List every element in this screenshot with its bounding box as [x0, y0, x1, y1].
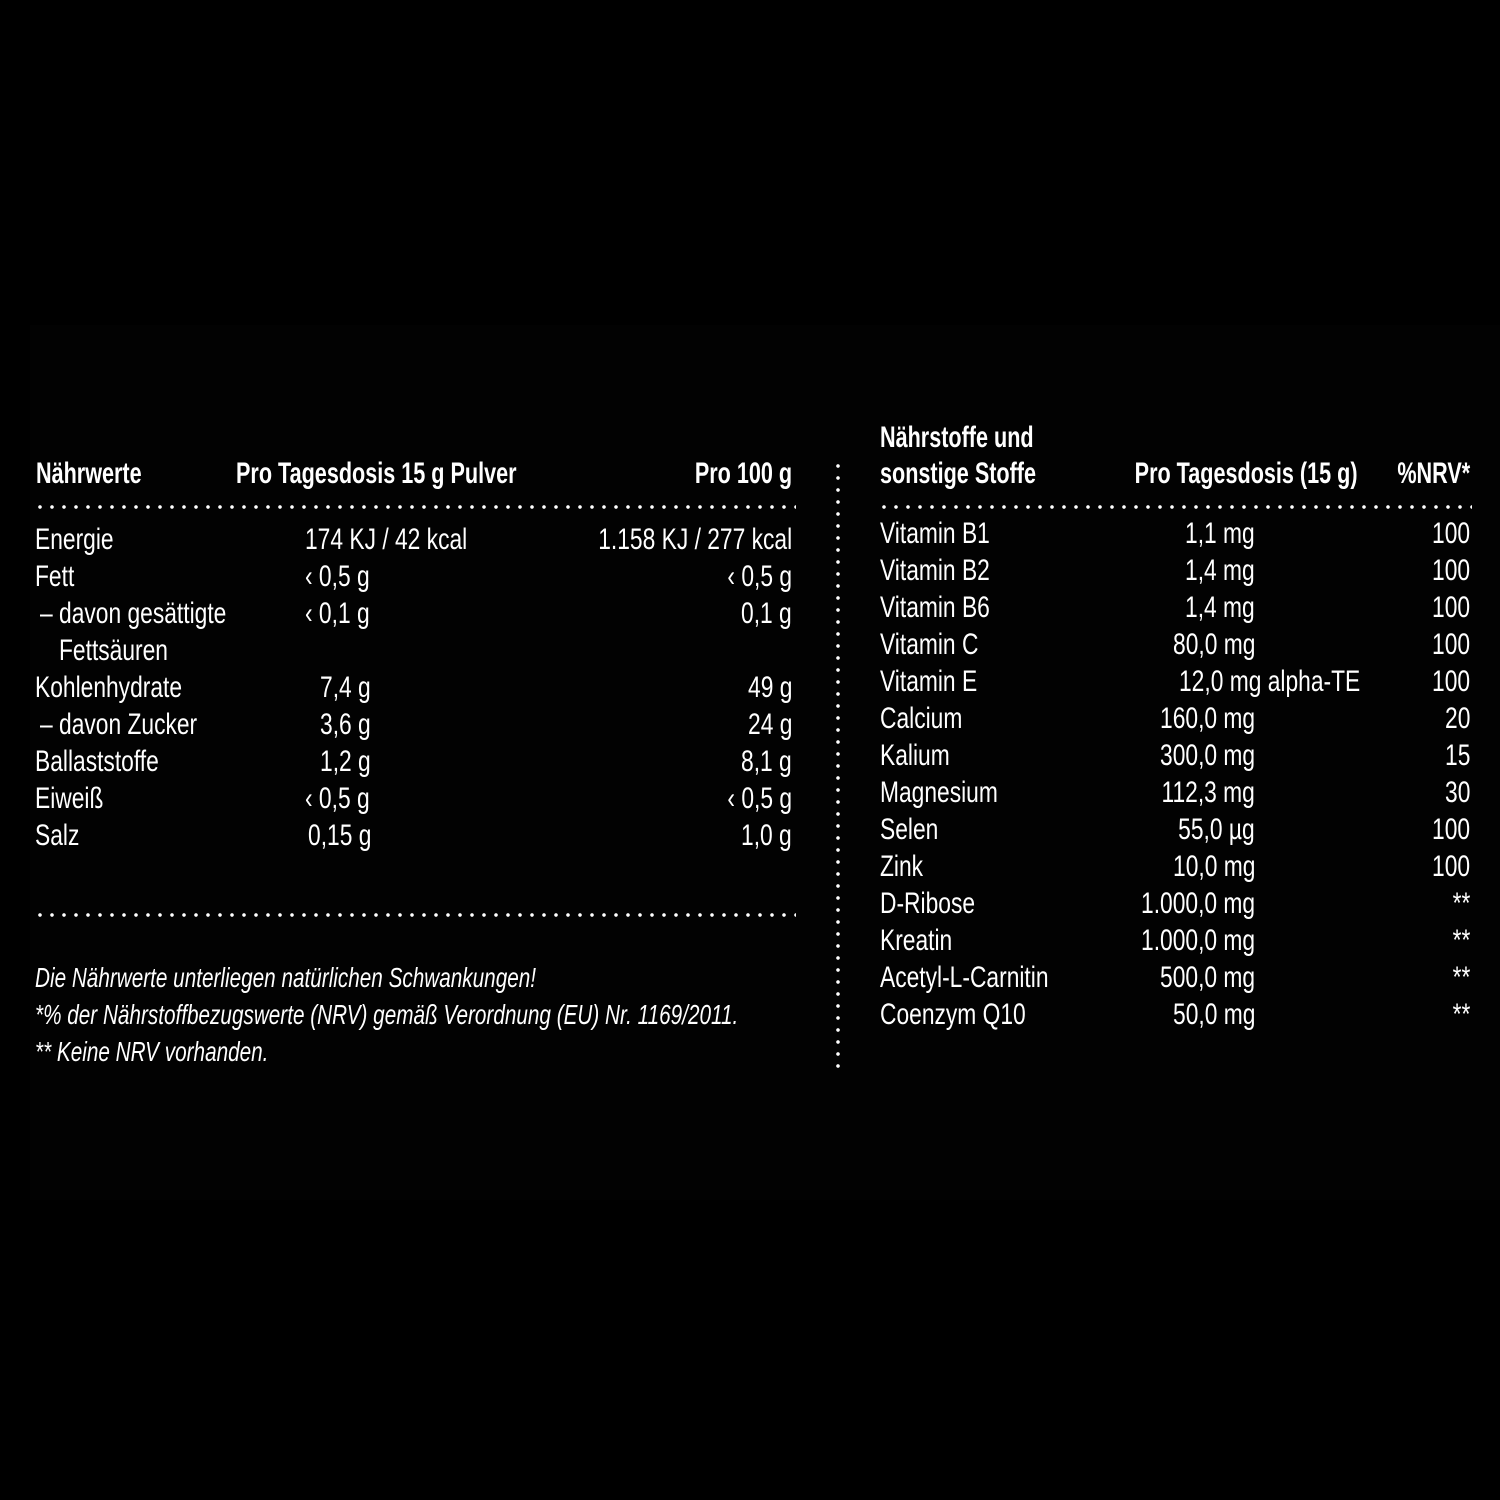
row-label: Kreatin [880, 924, 953, 957]
row-per-100g: ‹ 0,5 g [727, 560, 792, 593]
row-nrv: 100 [1431, 665, 1470, 698]
row-nrv: ** [1452, 998, 1470, 1031]
row-label: D-Ribose [880, 887, 976, 920]
row-label: Fett [35, 560, 75, 593]
row-per-100g: 49 g [747, 671, 792, 704]
row-per-dose: 0,15 g [307, 819, 371, 852]
row-label: Zink [880, 850, 924, 883]
row-per-dose: 174 KJ / 42 kcal [305, 523, 468, 556]
header-divider-right [878, 505, 1472, 509]
row-per-dose: ‹ 0,1 g [305, 597, 370, 630]
row-label: Fettsäuren [59, 634, 169, 667]
row-per-100g: 0,1 g [741, 597, 792, 630]
header-naehrwerte: Nährwerte [36, 457, 142, 490]
row-nrv: 100 [1431, 517, 1470, 550]
footnote-nrv-regulation: *% der Nährstoffbezugswerte (NRV) gemäß Verordnung (EU) Nr. 1169/2011. [35, 999, 739, 1030]
row-nrv: 100 [1431, 813, 1470, 846]
row-nrv: ** [1452, 887, 1470, 920]
row-nrv: 30 [1444, 776, 1470, 809]
row-label: Magnesium [880, 776, 998, 809]
row-label: – davon Zucker [40, 708, 198, 741]
row-label: Vitamin B2 [880, 554, 990, 587]
header-per-dose: Pro Tagesdosis 15 g Pulver [236, 457, 517, 490]
row-per-dose: 300,0 mg [1159, 739, 1255, 772]
row-nrv: 100 [1431, 628, 1470, 661]
row-per-dose: 12,0 mg alpha-TE [1179, 665, 1361, 698]
row-nrv: 15 [1444, 739, 1470, 772]
row-nrv: ** [1452, 961, 1470, 994]
footer-divider-left [34, 913, 796, 917]
header-divider-left [34, 505, 796, 509]
row-per-dose: 1.000,0 mg [1140, 924, 1255, 957]
row-label: Coenzym Q10 [880, 998, 1026, 1031]
row-per-dose: 1,1 mg [1185, 517, 1255, 550]
row-label: Salz [35, 819, 80, 852]
header-per-dose-right: Pro Tagesdosis (15 g) [1135, 457, 1358, 490]
row-label: – davon gesättigte [40, 597, 227, 630]
row-per-dose: ‹ 0,5 g [305, 560, 370, 593]
row-per-100g: ‹ 0,5 g [727, 782, 792, 815]
row-label: Vitamin C [880, 628, 979, 661]
header-naehrstoffe-line2: sonstige Stoffe [880, 457, 1037, 490]
row-per-100g: 1.158 KJ / 277 kcal [598, 523, 792, 556]
column-divider [836, 460, 840, 1072]
row-label: Kalium [880, 739, 950, 772]
row-label: Acetyl-L-Carnitin [880, 961, 1049, 994]
row-label: Vitamin E [880, 665, 978, 698]
row-per-dose: 160,0 mg [1159, 702, 1255, 735]
row-per-dose: 1,2 g [320, 745, 371, 778]
row-label: Kohlenhydrate [35, 671, 183, 704]
row-nrv: ** [1452, 924, 1470, 957]
footnote-fluctuation: Die Nährwerte unterliegen natürlichen Schwankungen! [35, 962, 537, 993]
row-label: Eiweiß [35, 782, 104, 815]
row-per-dose: ‹ 0,5 g [305, 782, 370, 815]
row-label: Selen [880, 813, 939, 846]
row-per-dose: 80,0 mg [1172, 628, 1255, 661]
row-per-dose: 500,0 mg [1159, 961, 1255, 994]
row-nrv: 100 [1431, 850, 1470, 883]
header-naehrstoffe-line1: Nährstoffe und [880, 421, 1034, 454]
row-label: Vitamin B1 [880, 517, 990, 550]
row-label: Vitamin B6 [880, 591, 990, 624]
row-per-dose: 3,6 g [320, 708, 371, 741]
header-nrv: %NRV* [1397, 457, 1470, 490]
row-label: Ballaststoffe [35, 745, 159, 778]
row-nrv: 20 [1444, 702, 1470, 735]
row-nrv: 100 [1431, 554, 1470, 587]
row-per-dose: 7,4 g [320, 671, 371, 704]
row-nrv: 100 [1431, 591, 1470, 624]
header-per-100g: Pro 100 g [694, 457, 792, 490]
row-per-dose: 1.000,0 mg [1140, 887, 1255, 920]
row-per-dose: 1,4 mg [1185, 554, 1255, 587]
footnote-no-nrv: ** Keine NRV vorhanden. [35, 1036, 269, 1067]
row-per-dose: 112,3 mg [1161, 776, 1255, 809]
row-per-dose: 55,0 µg [1178, 813, 1255, 846]
row-per-dose: 1,4 mg [1185, 591, 1255, 624]
row-per-dose: 50,0 mg [1172, 998, 1255, 1031]
row-per-100g: 24 g [747, 708, 792, 741]
row-label: Calcium [880, 702, 963, 735]
row-label: Energie [35, 523, 114, 556]
row-per-dose: 10,0 mg [1172, 850, 1255, 883]
row-per-100g: 8,1 g [741, 745, 792, 778]
row-per-100g: 1,0 g [741, 819, 792, 852]
